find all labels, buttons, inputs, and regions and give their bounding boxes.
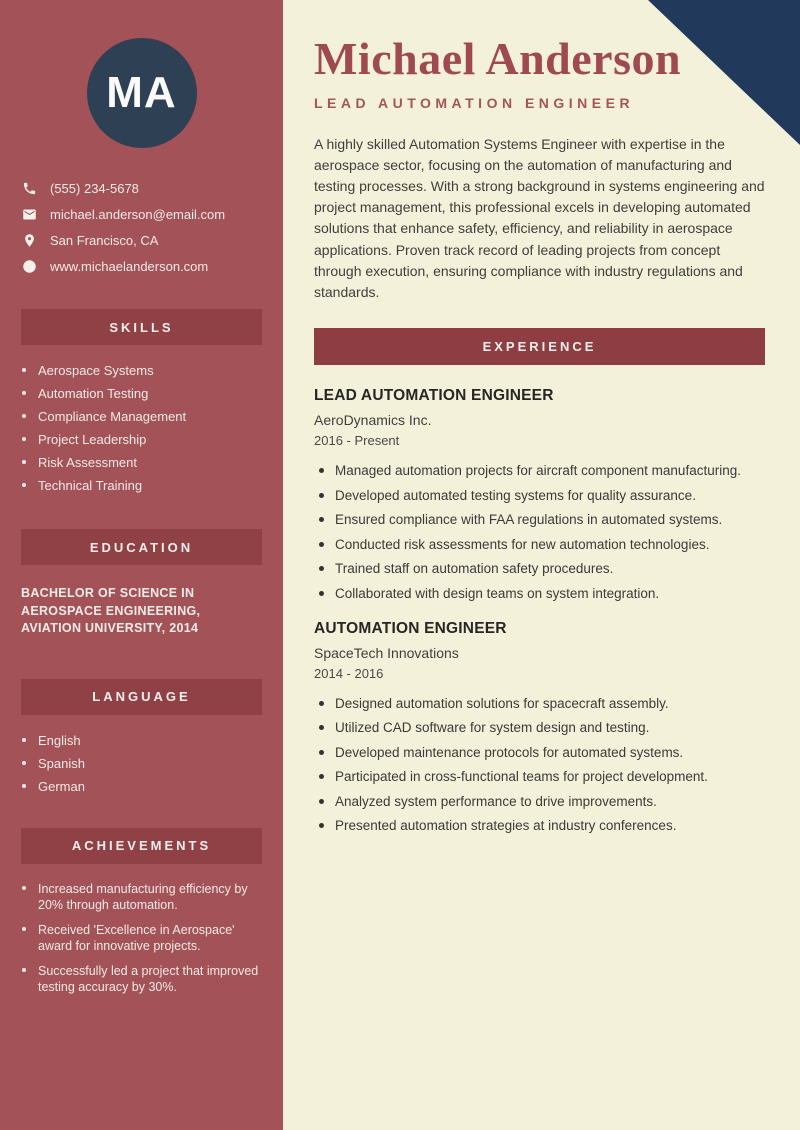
job-bullet-text: Managed automation projects for aircraft component manufacturing. — [335, 463, 741, 479]
bullet-dot-icon — [319, 799, 324, 804]
job-bullet — [314, 536, 765, 553]
phone-number: (555) 234-5678 — [50, 181, 139, 196]
profile-summary: A highly skilled Automation Systems Engineer with expertise in the aerospace sector, focusing on the automation of manufacturing and testing processes. With a strong background in systems engineering and project management, this professional excels in developing automated solutions that enhance safety, efficiency, and reliability in aerospace applications. Proven track record of leading projects from concept through execution, ensuring compliance with industry regulations and standards. — [314, 135, 765, 301]
resume-main — [283, 0, 800, 1130]
bullet-dot-icon — [22, 968, 26, 972]
skill-label: Aerospace Systems — [38, 363, 154, 378]
job-bullet-text: Utilized CAD software for system design and testing. — [335, 720, 650, 736]
job-role: AUTOMATION ENGINEER — [314, 619, 507, 637]
bullet-dot-icon — [22, 460, 26, 464]
skills-list — [0, 362, 283, 495]
achievements-title: ACHIEVEMENTS — [71, 838, 212, 853]
phone-icon — [22, 181, 37, 196]
job-bullet-list — [314, 695, 765, 835]
job-dates: 2016 - Present — [314, 433, 400, 449]
job-bullet — [314, 462, 765, 479]
bullet-dot-icon — [319, 517, 324, 522]
bullet-dot-icon — [319, 566, 324, 571]
skill-item — [22, 362, 283, 380]
bullet-dot-icon — [319, 701, 324, 706]
bullet-dot-icon — [22, 738, 26, 742]
skill-label: Risk Assessment — [38, 455, 137, 470]
location-pin-icon — [22, 233, 37, 248]
job-bullet — [314, 719, 765, 736]
job-bullet-text: Analyzed system performance to drive improvements. — [335, 793, 657, 809]
bullet-dot-icon — [319, 750, 324, 755]
language-label: English — [38, 732, 81, 748]
sidebar — [0, 0, 283, 1130]
job-bullet-text: Conducted risk assessments for new automation technologies. — [335, 536, 710, 552]
bullet-dot-icon — [22, 761, 26, 765]
job-bullet-text: Collaborated with design teams on system integration. — [335, 585, 660, 601]
person-name: Michael Anderson — [314, 33, 682, 84]
education-title: EDUCATION — [89, 539, 194, 555]
bullet-dot-icon — [22, 437, 26, 441]
job-company: AeroDynamics Inc. — [314, 412, 432, 429]
job-role: LEAD AUTOMATION ENGINEER — [314, 387, 554, 405]
skill-label: Automation Testing — [38, 386, 149, 401]
language-section-header — [21, 679, 262, 715]
job-bullet-text: Designed automation solutions for spacecraft assembly. — [335, 695, 669, 711]
avatar-initials: MA — [106, 68, 177, 117]
language-item — [22, 732, 283, 750]
bullet-dot-icon — [22, 391, 26, 395]
contact-section — [0, 181, 283, 274]
achievement-text: Increased manufacturing efficiency by 20% through automation. — [38, 881, 248, 912]
skill-label: Project Leadership — [38, 432, 147, 447]
language-title: LANGUAGE — [92, 689, 191, 704]
achievement-text: Successfully led a project that improved testing accuracy by 30%. — [38, 963, 259, 994]
bullet-dot-icon — [319, 823, 324, 828]
skill-item — [22, 408, 283, 426]
contact-email — [22, 207, 283, 222]
bullet-dot-icon — [319, 493, 324, 498]
contact-website — [22, 259, 283, 274]
bullet-dot-icon — [319, 725, 324, 730]
skill-label: Technical Training — [38, 478, 143, 493]
website-url: www.michaelanderson.com — [50, 259, 209, 274]
skills-section-header — [21, 309, 262, 345]
language-list — [0, 732, 283, 796]
bullet-dot-icon — [22, 368, 26, 372]
job-bullet-list — [314, 462, 765, 602]
job-bullet — [314, 695, 765, 712]
job-bullet — [314, 744, 765, 761]
job-bullet — [314, 768, 765, 785]
language-item — [22, 778, 283, 796]
skill-item — [22, 385, 283, 403]
job-entry — [314, 387, 765, 602]
globe-icon — [22, 259, 37, 274]
job-bullet-text: Presented automation strategies at industry conferences. — [335, 818, 677, 834]
language-label: German — [38, 778, 85, 794]
contact-phone — [22, 181, 283, 196]
language-item — [22, 755, 283, 773]
avatar — [87, 38, 197, 148]
job-bullet — [314, 817, 765, 834]
job-company: SpaceTech Innovations — [314, 644, 459, 661]
job-bullet — [314, 560, 765, 577]
achievement-item — [22, 922, 283, 955]
job-bullet — [314, 487, 765, 504]
bullet-dot-icon — [22, 886, 26, 890]
bullet-dot-icon — [22, 927, 26, 931]
bullet-dot-icon — [319, 468, 324, 473]
education-section-header — [21, 529, 262, 565]
skill-item — [22, 454, 283, 472]
email-icon — [22, 207, 37, 222]
location-text: San Francisco, CA — [50, 233, 159, 248]
job-bullet-text: Participated in cross-functional teams for project development. — [335, 769, 708, 785]
achievements-list — [0, 881, 283, 996]
bullet-dot-icon — [22, 483, 26, 487]
education-text: BACHELOR OF SCIENCE IN AEROSPACE ENGINEERING, AVIATION UNIVERSITY, 2014 — [21, 586, 201, 635]
experience-title: EXPERIENCE — [482, 339, 597, 355]
job-bullet-text: Trained staff on automation safety procedures. — [335, 561, 614, 577]
language-label: Spanish — [38, 755, 85, 771]
contact-location — [22, 233, 283, 248]
job-bullet-text: Developed maintenance protocols for automated systems. — [335, 744, 684, 760]
bullet-dot-icon — [319, 591, 324, 596]
person-job-title: LEAD AUTOMATION ENGINEER — [314, 94, 635, 111]
skill-item — [22, 431, 283, 449]
job-bullet-text: Ensured compliance with FAA regulations in automated systems. — [335, 512, 723, 528]
achievement-item — [22, 963, 283, 996]
skill-item — [22, 477, 283, 495]
job-bullet — [314, 793, 765, 810]
achievement-item — [22, 881, 283, 914]
bullet-dot-icon — [22, 784, 26, 788]
achievement-text: Received 'Excellence in Aerospace' award for innovative projects. — [38, 922, 235, 953]
job-bullet-text: Developed automated testing systems for quality assurance. — [335, 487, 696, 503]
job-dates: 2014 - 2016 — [314, 665, 384, 681]
bullet-dot-icon — [22, 414, 26, 418]
job-entry — [314, 620, 765, 835]
bullet-dot-icon — [319, 774, 324, 779]
skill-label: Compliance Management — [38, 409, 187, 424]
job-bullet — [314, 585, 765, 602]
bullet-dot-icon — [319, 542, 324, 547]
achievements-section-header — [21, 828, 262, 864]
experience-section-header — [314, 328, 765, 365]
email-address: michael.anderson@email.com — [50, 207, 226, 222]
skills-title: SKILLS — [109, 319, 174, 335]
job-bullet — [314, 511, 765, 528]
